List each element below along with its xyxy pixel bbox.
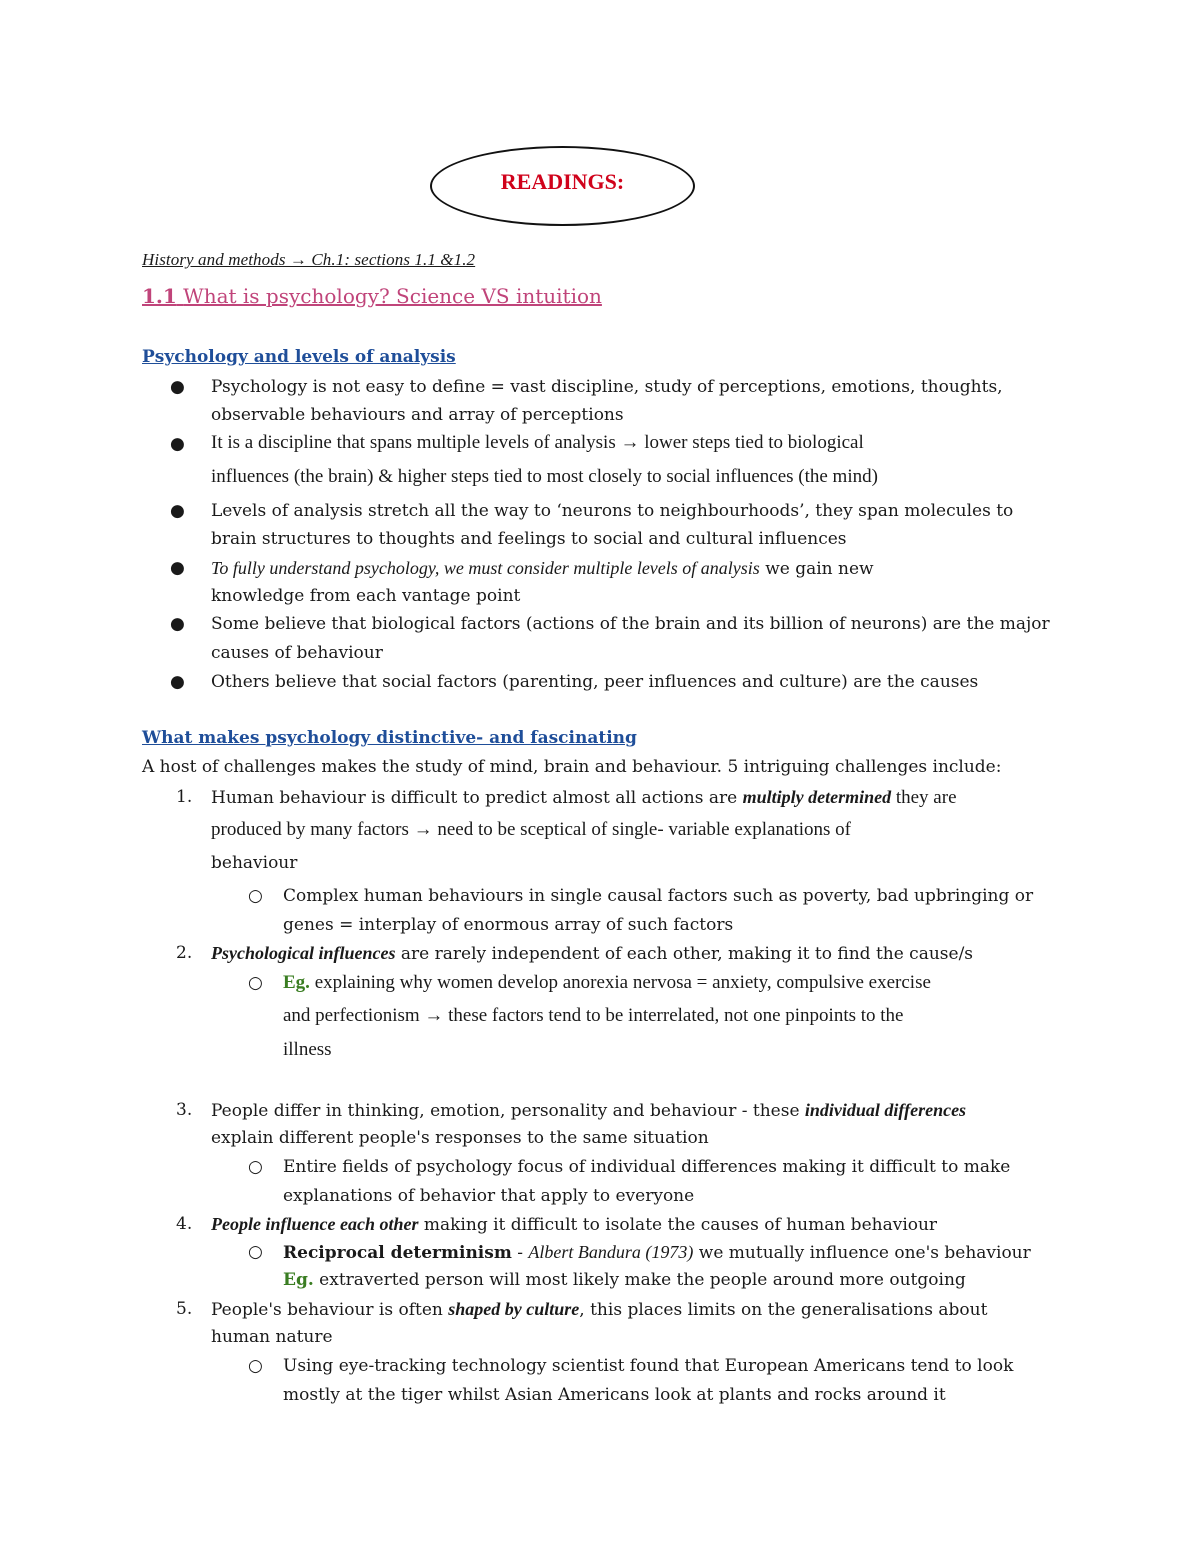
readings-oval bbox=[430, 146, 695, 226]
levels-bullet-5-line-1: Some believe that biological factors (actions of the brain and its billion of neurons) are the major bbox=[211, 614, 1050, 634]
item-4-dash: - bbox=[511, 1243, 529, 1263]
item-1-sub-line-2: genes = interplay of enormous array of such factors bbox=[283, 915, 734, 935]
levels-bullet-4-line-1 bbox=[211, 558, 874, 580]
item-4-sub-text: we mutually influence one's behaviour bbox=[693, 1243, 1031, 1263]
item-3-line-1 bbox=[211, 1100, 966, 1122]
bullet-marker: ● bbox=[170, 377, 185, 397]
item-1-text-c: they are bbox=[891, 787, 957, 808]
levels-bullet-4-rest: we gain new bbox=[759, 559, 874, 579]
item-2-sub-line-3: illness bbox=[283, 1039, 332, 1060]
sub-bullet-marker: ○ bbox=[248, 973, 263, 993]
sub-bullet-marker: ○ bbox=[248, 1356, 263, 1376]
item-5-text-a: People's behaviour is often bbox=[211, 1300, 449, 1320]
levels-bullet-4-italic: To fully understand psychology, we must consider multiple levels of analysis bbox=[211, 558, 760, 578]
item-1-multiply-determined: multiply determined bbox=[742, 787, 892, 807]
item-5-sub-line-1: Using eye-tracking technology scientist found that European Americans tend to look bbox=[283, 1356, 1014, 1376]
bullet-marker: ● bbox=[170, 501, 185, 521]
section-number: 1.1 bbox=[142, 284, 177, 308]
bullet-marker: ● bbox=[170, 614, 185, 634]
history-line: History and methods → Ch.1: sections 1.1 &1.2 bbox=[142, 250, 476, 269]
item-1-line-2: produced by many factors → need to be sceptical of single- variable explanations of bbox=[211, 819, 851, 840]
bullet-marker: ● bbox=[170, 558, 185, 578]
item-3-text-a: People differ in thinking, emotion, personality and behaviour - these bbox=[211, 1101, 805, 1121]
levels-bullet-5-line-2: causes of behaviour bbox=[211, 643, 383, 663]
item-1-line-1 bbox=[211, 787, 957, 810]
reciprocal-determinism: Reciprocal determinism bbox=[283, 1243, 512, 1263]
sub-bullet-marker: ○ bbox=[248, 1157, 263, 1177]
list-number-1: 1. bbox=[176, 787, 193, 807]
item-1-line-3: behaviour bbox=[211, 853, 298, 873]
levels-bullet-3-line-2: brain structures to thoughts and feelings to social and cultural influences bbox=[211, 529, 847, 549]
item-1-sub-line-1: Complex human behaviours in single causal factors such as poverty, bad upbringing or bbox=[283, 886, 1034, 906]
item-5-line-2: human nature bbox=[211, 1327, 333, 1347]
item-3-sub-line-2: explanations of behavior that apply to everyone bbox=[283, 1186, 695, 1206]
list-number-2: 2. bbox=[176, 943, 193, 963]
readings-title: READINGS: bbox=[500, 169, 625, 194]
bullet-marker: ● bbox=[170, 434, 185, 454]
levels-bullet-3-line-1: Levels of analysis stretch all the way to ‘neurons to neighbourhoods’, they span molecules to bbox=[211, 501, 1014, 521]
item-3-sub-line-1: Entire fields of psychology focus of individual differences making it difficult to make bbox=[283, 1157, 1011, 1177]
item-4-people-influence: People influence each other bbox=[211, 1214, 419, 1234]
item-1-text-a: Human behaviour is difficult to predict almost all actions are bbox=[211, 788, 743, 808]
item-4-sub-text-2: extraverted person will most likely make the people around more outgoing bbox=[313, 1270, 966, 1290]
item-3-individual-differences: individual differences bbox=[804, 1100, 967, 1120]
levels-bullet-1-line-2: observable behaviours and array of perceptions bbox=[211, 405, 624, 425]
levels-bullet-1-line-1: Psychology is not easy to define = vast discipline, study of perceptions, emotions, thoughts, bbox=[211, 377, 1003, 397]
item-2-sub-line-2: and perfectionism → these factors tend to be interrelated, not one pinpoints to the bbox=[283, 1005, 904, 1026]
item-2-sub-text-1: explaining why women develop anorexia nervosa = anxiety, compulsive exercise bbox=[309, 972, 931, 993]
bullet-marker: ● bbox=[170, 672, 185, 692]
item-4-text-rest: making it difficult to isolate the causes of human behaviour bbox=[418, 1215, 938, 1235]
levels-bullet-2-line-2: influences (the brain) & higher steps tied to most closely to social influences (the mind) bbox=[211, 466, 878, 487]
item-2-line-1 bbox=[211, 943, 973, 965]
section-title: What is psychology? Science VS intuition bbox=[183, 284, 602, 308]
item-2-sub-line-1 bbox=[283, 972, 931, 995]
item-4-line-1 bbox=[211, 1214, 937, 1236]
item-5-text-c: , this places limits on the generalisations about bbox=[579, 1300, 988, 1320]
levels-bullet-6-line-1: Others believe that social factors (parenting, peer influences and culture) are the causes bbox=[211, 672, 979, 692]
item-3-line-2: explain different people's responses to the same situation bbox=[211, 1128, 709, 1148]
distinctive-heading: What makes psychology distinctive- and fascinating bbox=[142, 728, 637, 748]
sub-bullet-marker: ○ bbox=[248, 1242, 263, 1262]
item-5-line-1 bbox=[211, 1299, 987, 1321]
item-5-sub-line-2: mostly at the tiger whilst Asian Americans look at plants and rocks around it bbox=[283, 1385, 946, 1405]
levels-heading: Psychology and levels of analysis bbox=[142, 347, 456, 367]
item-4-sub-line-1 bbox=[283, 1242, 1031, 1264]
levels-bullet-2-line-1: It is a discipline that spans multiple levels of analysis → lower steps tied to biological bbox=[211, 432, 864, 453]
distinctive-intro: A host of challenges makes the study of mind, brain and behaviour. 5 intriguing challenges include: bbox=[142, 757, 1002, 777]
section-heading bbox=[142, 284, 602, 308]
sub-bullet-marker: ○ bbox=[248, 886, 263, 906]
item-2-psychological-influences: Psychological influences bbox=[211, 943, 396, 963]
eg-label: Eg. bbox=[283, 1270, 314, 1290]
item-5-shaped-by-culture: shaped by culture bbox=[448, 1299, 580, 1319]
item-2-text-rest: are rarely independent of each other, making it to find the cause/s bbox=[395, 944, 974, 964]
albert-bandura: Albert Bandura (1973) bbox=[528, 1242, 694, 1262]
list-number-4: 4. bbox=[176, 1214, 193, 1234]
levels-bullet-4-line-2: knowledge from each vantage point bbox=[211, 586, 521, 606]
list-number-3: 3. bbox=[176, 1100, 193, 1120]
item-4-sub-line-2 bbox=[283, 1270, 966, 1290]
eg-label: Eg. bbox=[283, 972, 310, 993]
list-number-5: 5. bbox=[176, 1299, 193, 1319]
